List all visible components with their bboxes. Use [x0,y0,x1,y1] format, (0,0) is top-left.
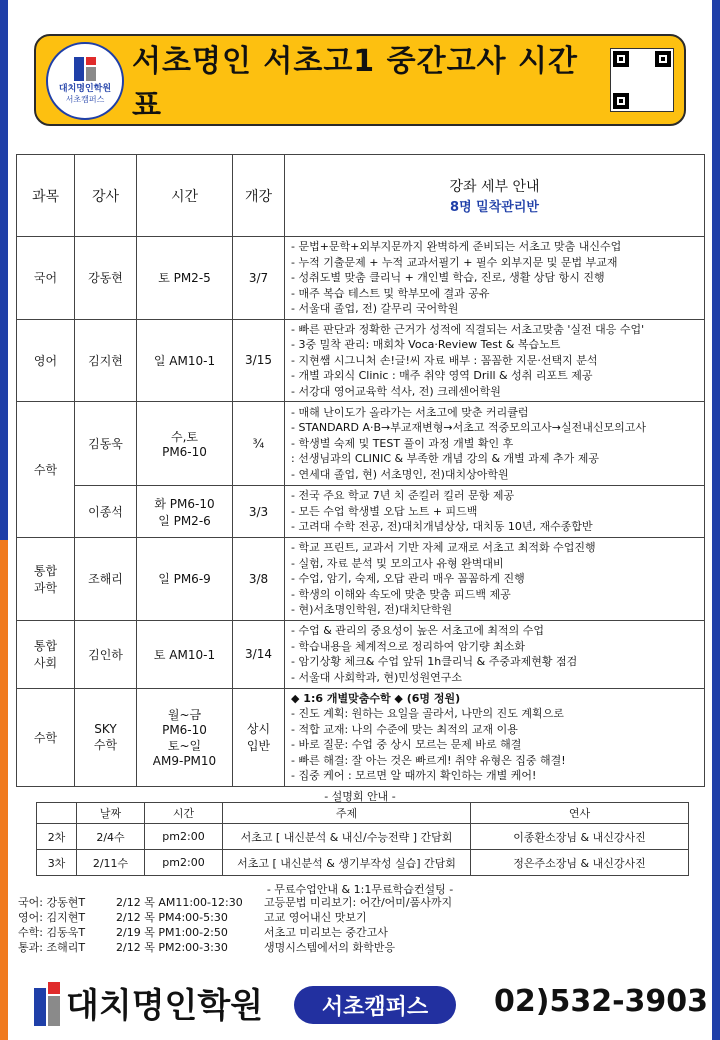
detail-line: - 지현쌤 시그니처 손!글!씨 자료 배부 : 꼼꼼한 지문·선택지 분석 [291,353,598,367]
free-class-list [18,895,452,955]
detail-line: - 학생의 이해와 속도에 맞춘 맞춤 피드백 제공 [291,587,511,601]
detail-line: - 적합 교재: 나의 수준에 맞는 최적의 교재 이용 [291,722,518,736]
detail-line: - 전국 주요 학교 7년 치 준킬러 킬러 문항 제공 [291,489,515,503]
teacher-cell: 김인하 [75,620,137,688]
table-header-row [17,155,705,237]
time-line: PM6-10 [162,445,207,459]
start-cell: 3/15 [233,319,285,402]
time-cell [137,688,233,786]
time-cell: 토 PM2-5 [137,237,233,320]
schedule-table [16,154,705,787]
table-row [17,486,705,538]
detail-cell [285,319,705,402]
subject-cell [17,620,75,688]
footer-phone[interactable]: 02)532-3903 [494,984,709,1019]
free-class-teacher: 통과: 조해리T [18,941,86,954]
seminar-date: 2/11수 [77,850,145,876]
detail-line: - 고려대 수학 전공, 전)대치개념상상, 대치동 10년, 재수종합반 [291,520,593,534]
start-cell: 3/14 [233,620,285,688]
teacher-cell [75,688,137,786]
seminar-col-header: 날짜 [77,803,145,824]
subject-line: 통합 [33,563,58,578]
seminar-col-header: 시간 [145,803,223,824]
col-header-subject: 과목 [17,155,75,237]
table-row [17,319,705,402]
logo-mark-icon [74,57,96,81]
subject-cell [17,538,75,621]
detail-line: - 누적 기출문제 + 누적 교과서필기 + 필수 외부지문 및 문법 부교재 [291,255,618,269]
free-class-time: 2/19 목 PM1:00-2:50 [116,926,228,939]
seminar-header-row [37,803,689,824]
seminar-col-header [37,803,77,824]
detail-line: - 암기상황 체크& 수업 앞뒤 1h클리닉 & 주중과제현황 점검 [291,655,578,668]
detail-line: - 개별 과외식 Clinic : 매주 취약 영역 Drill & 성취 리포트 제공 [291,369,593,382]
seminar-table [36,802,689,876]
detail-line: - 서울대 졸업, 전) 갈무리 국어학원 [291,302,459,315]
detail-line: - 매주 복습 테스트 및 학부모에 결과 공유 [291,286,490,300]
teacher-line: SKY [94,721,117,736]
detail-line: - 성취도별 맞춤 클리닉 + 개인별 학습, 진로, 생활 상담 항시 진행 [291,271,605,284]
seminar-round: 3차 [37,850,77,876]
table-row [17,688,705,786]
table-row [17,237,705,320]
seminar-topic: 서초고 [ 내신분석 & 생기부작성 실습] 간담회 [223,850,471,876]
start-cell: ¾ [233,402,285,486]
detail-line: - 수업 & 관리의 중요성이 높은 서초고에 최적의 수업 [291,624,545,637]
footer-logo-icon [34,982,60,1026]
col-header-start: 개강 [233,155,285,237]
subject-cell: 수학 [17,402,75,538]
list-item [18,940,452,955]
start-line: 입반 [246,739,271,753]
detail-cell [285,486,705,538]
seminar-speaker: 이종환소장님 & 내신강사진 [471,824,689,850]
free-class-teacher: 수학: 김동욱T [18,926,86,939]
start-cell: 3/7 [233,237,285,320]
decor-stripe-left-blue [0,0,8,540]
free-class-teacher: 국어: 강동현T [18,896,86,909]
seminar-time: pm2:00 [145,850,223,876]
detail-cell [285,402,705,486]
time-line: PM6-10 [162,723,207,737]
detail-line: - 학생별 숙제 및 TEST 풀이 과정 개별 확인 후 [291,436,514,450]
teacher-cell: 강동현 [75,237,137,320]
teacher-cell: 이종석 [75,486,137,538]
col-header-time: 시간 [137,155,233,237]
teacher-cell: 김동욱 [75,402,137,486]
subject-cell: 국어 [17,237,75,320]
free-class-topic: 고교 영어내신 맛보기 [264,911,367,924]
logo-line2: 서초캠퍼스 [65,95,105,104]
free-class-title: - 무료수업안내 & 1:1무료학습컨설팅 - [266,883,454,896]
detail-header-sub: 8명 밀착관리반 [450,200,539,215]
table-row [17,402,705,486]
time-cell: 일 AM10-1 [137,319,233,402]
detail-line: - 학교 프린트, 교과서 기반 자체 교재로 서초고 최적화 수업진행 [291,541,596,554]
time-line: 수,토 [171,430,198,444]
free-class-time: 2/12 목 PM4:00-5:30 [116,911,228,924]
detail-line: - 바로 질문: 수업 중 상시 모르는 문제 바로 해결 [291,738,522,751]
header-banner [34,34,686,126]
detail-line: : 선생님과의 CLINIC & 부족한 개념 강의 & 개별 과제 추가 제공 [291,452,600,466]
list-item [18,895,452,910]
start-line: 상시 [246,722,271,736]
qr-code-icon[interactable] [610,48,674,112]
start-cell: 3/3 [233,486,285,538]
free-class-topic: 고등문법 미리보기: 어간/어미/품사까지 [264,896,453,909]
detail-line: - STANDARD A·B→부교재변형→서초고 적중모의고사→실전내신모의고사 [291,421,646,435]
detail-line: - 빠른 해결: 잘 아는 것은 빠르게! 취약 유형은 집중 해결! [291,753,566,767]
seminar-speaker: 정은주소장님 & 내신강사진 [471,850,689,876]
seminar-row [37,850,689,876]
detail-line: - 매해 난이도가 올라가는 서초고에 맞춘 커리큘럼 [291,405,529,419]
subject-line: 과학 [33,580,58,595]
table-row [17,620,705,688]
seminar-time: pm2:00 [145,824,223,850]
academy-logo [46,42,124,120]
list-item [18,925,452,940]
detail-line: - 서강대 영어교육학 석사, 전) 크레센어학원 [291,384,501,398]
detail-line: - 진도 계획: 원하는 요일을 골라서, 나만의 진도 계획으로 [291,707,564,720]
start-cell: 3/8 [233,538,285,621]
logo-line1: 대치명인학원 [58,84,112,94]
table-row [17,538,705,621]
detail-line: - 3중 밀착 관리: 매회차 Voca·Review Test & 복습노트 [291,338,561,351]
detail-line: - 수업, 암기, 숙제, 오답 관리 매우 꼼꼼하게 진행 [291,572,525,585]
detail-header-title: 강좌 세부 안내 [449,179,540,195]
seminar-col-header: 주제 [223,803,471,824]
footer-campus-badge: 서초캠퍼스 [294,986,456,1024]
detail-line: ◆ 1:6 개별맞춤수학 ◆ (6명 정원) [291,691,461,705]
seminar-col-header: 연사 [471,803,689,824]
detail-line: - 집중 케어 : 모르면 알 때까지 확인하는 개별 케어! [291,769,537,782]
detail-line: - 모든 수업 학생별 오답 노트 + 피드백 [291,504,478,518]
seminar-round: 2차 [37,824,77,850]
seminar-row [37,824,689,850]
time-line: 일 PM2-6 [158,513,211,528]
detail-line: - 학습내용을 체계적으로 정리하여 암기량 최소화 [291,639,525,653]
free-class-time: 2/12 목 PM2:00-3:30 [116,941,228,954]
start-cell [233,688,285,786]
time-cell [137,402,233,486]
footer-academy-name: 대치명인학원 [66,986,264,1026]
time-cell [137,486,233,538]
page-title: 서초명인 서초고1 중간고사 시간표 [132,44,578,123]
seminar-date: 2/4수 [77,824,145,850]
detail-line: - 실험, 자료 분석 및 모의고사 유형 완벽대비 [291,556,504,570]
time-line: 화 PM6-10 [154,496,215,511]
detail-cell [285,688,705,786]
time-line: 토~일 [167,739,202,753]
free-class-topic: 생명시스템에서의 화학반응 [264,941,396,954]
detail-line: - 문법+문학+외부지문까지 완벽하게 준비되는 서초고 맞춤 내신수업 [291,240,622,253]
detail-cell [285,237,705,320]
subject-cell: 수학 [17,688,75,786]
detail-line: - 빠른 판단과 정확한 근거가 성적에 직결되는 서초고맞춤 '실전 대응 수업' [291,322,645,336]
list-item [18,910,452,925]
col-header-detail [285,155,705,237]
free-class-time: 2/12 목 AM11:00-12:30 [116,896,243,909]
col-header-teacher: 강사 [75,155,137,237]
free-class-teacher: 영어: 김지현T [18,911,86,924]
teacher-cell: 김지현 [75,319,137,402]
time-cell: 토 AM10-1 [137,620,233,688]
detail-line: - 연세대 졸업, 현) 서초명인, 전)대치상아학원 [291,467,509,481]
free-class-topic: 서초고 미리보는 중간고사 [264,926,388,939]
detail-line: - 서울대 사회학과, 현)민성원연구소 [291,670,463,684]
time-line: AM9-PM10 [152,754,217,768]
time-line: 월~금 [167,708,202,722]
seminar-topic: 서초고 [ 내신분석 & 내신/수능전략 ] 간담회 [223,824,471,850]
teacher-cell: 조해리 [75,538,137,621]
detail-cell [285,620,705,688]
detail-cell [285,538,705,621]
subject-line: 통합 [33,639,58,653]
seminar-title: - 설명회 안내 - [324,790,396,803]
subject-line: 사회 [33,656,58,670]
time-cell: 일 PM6-9 [137,538,233,621]
teacher-line: 수학 [93,737,118,752]
detail-line: - 현)서초명인학원, 전)대치단학원 [291,603,453,616]
subject-cell: 영어 [17,319,75,402]
